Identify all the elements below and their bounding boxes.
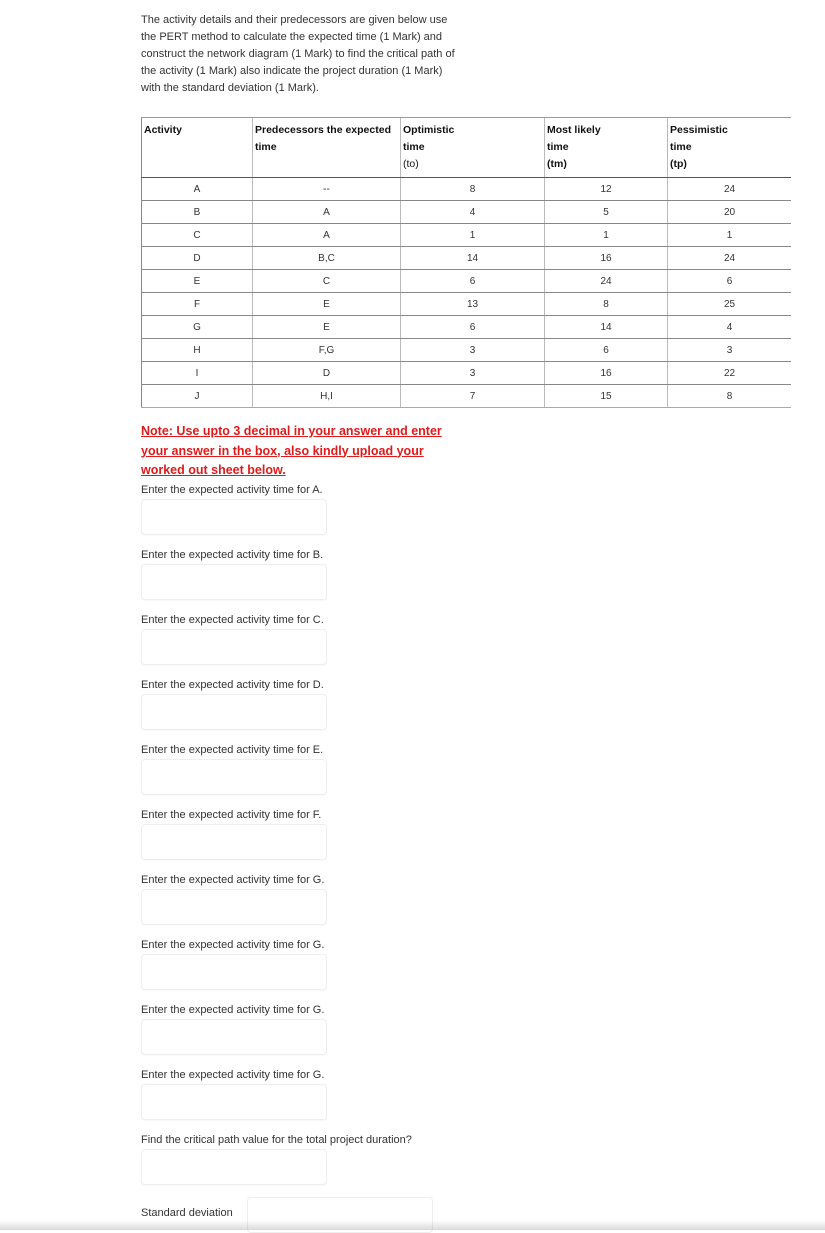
answer-input-b[interactable] bbox=[141, 564, 327, 600]
answer-input-f[interactable] bbox=[141, 824, 327, 860]
answer-input-g[interactable] bbox=[141, 889, 327, 925]
answer-input-a[interactable] bbox=[141, 499, 327, 535]
header-predecessors: Predecessors the expected time bbox=[253, 118, 401, 178]
table-row: B A 4 5 20 bbox=[142, 201, 792, 224]
header-pessimistic: Pessimistic time (tp) bbox=[668, 118, 792, 178]
question-container bbox=[141, 12, 825, 97]
answer-input-g4[interactable] bbox=[141, 1084, 327, 1120]
question-g3-label: Enter the expected activity time for G. bbox=[141, 1004, 325, 1016]
question-e-label: Enter the expected activity time for E. bbox=[141, 744, 324, 756]
answer-input-c[interactable] bbox=[141, 629, 327, 665]
standard-deviation-label: Standard deviation bbox=[141, 1207, 233, 1219]
question-g-label: Enter the expected activity time for G. bbox=[141, 874, 325, 886]
table-header-row bbox=[142, 118, 792, 178]
header-optimistic: Optimistic time (to) bbox=[401, 118, 545, 178]
table-row: D B,C 14 16 24 bbox=[142, 247, 792, 270]
table-row: J H,I 7 15 8 bbox=[142, 385, 792, 408]
answer-input-g3[interactable] bbox=[141, 1019, 327, 1055]
answer-input-d[interactable] bbox=[141, 694, 327, 730]
table-row: F E 13 8 25 bbox=[142, 293, 792, 316]
table-row: G E 6 14 4 bbox=[142, 316, 792, 339]
critical-path-label: Find the critical path value for the total project duration? bbox=[141, 1134, 412, 1146]
question-c-label: Enter the expected activity time for C. bbox=[141, 614, 324, 626]
question-intro: The activity details and their predecessors are given below use the PERT method to calculate the expected time (1 Mark) and construct the network diagram (1 Mark) to find the critical path of the activity (1 Mark) also indicate the project duration (1 Mark) with the standard deviation (1 Mark). bbox=[141, 14, 455, 94]
question-f-label: Enter the expected activity time for F. bbox=[141, 809, 322, 821]
table-row: E C 6 24 6 bbox=[142, 270, 792, 293]
table-row: I D 3 16 22 bbox=[142, 362, 792, 385]
instruction-note: Note: Use upto 3 decimal in your answer and enter your answer in the box, also kindly upload your worked out sheet below. bbox=[141, 424, 442, 477]
answer-input-e[interactable] bbox=[141, 759, 327, 795]
table-row: A -- 8 12 24 bbox=[142, 178, 792, 201]
header-activity: Activity bbox=[142, 118, 253, 178]
question-g4-label: Enter the expected activity time for G. bbox=[141, 1069, 325, 1081]
bottom-shadow bbox=[0, 1220, 825, 1230]
question-a-label: Enter the expected activity time for A. bbox=[141, 484, 323, 496]
question-d-label: Enter the expected activity time for D. bbox=[141, 679, 324, 691]
question-b-label: Enter the expected activity time for B. bbox=[141, 549, 324, 561]
critical-path-input[interactable] bbox=[141, 1149, 327, 1185]
table-row: H F,G 3 6 3 bbox=[142, 339, 792, 362]
answer-input-g2[interactable] bbox=[141, 954, 327, 990]
question-g2-label: Enter the expected activity time for G. bbox=[141, 939, 325, 951]
table-row: C A 1 1 1 bbox=[142, 224, 792, 247]
activity-table bbox=[141, 117, 791, 408]
header-most-likely: Most likely time (tm) bbox=[545, 118, 668, 178]
